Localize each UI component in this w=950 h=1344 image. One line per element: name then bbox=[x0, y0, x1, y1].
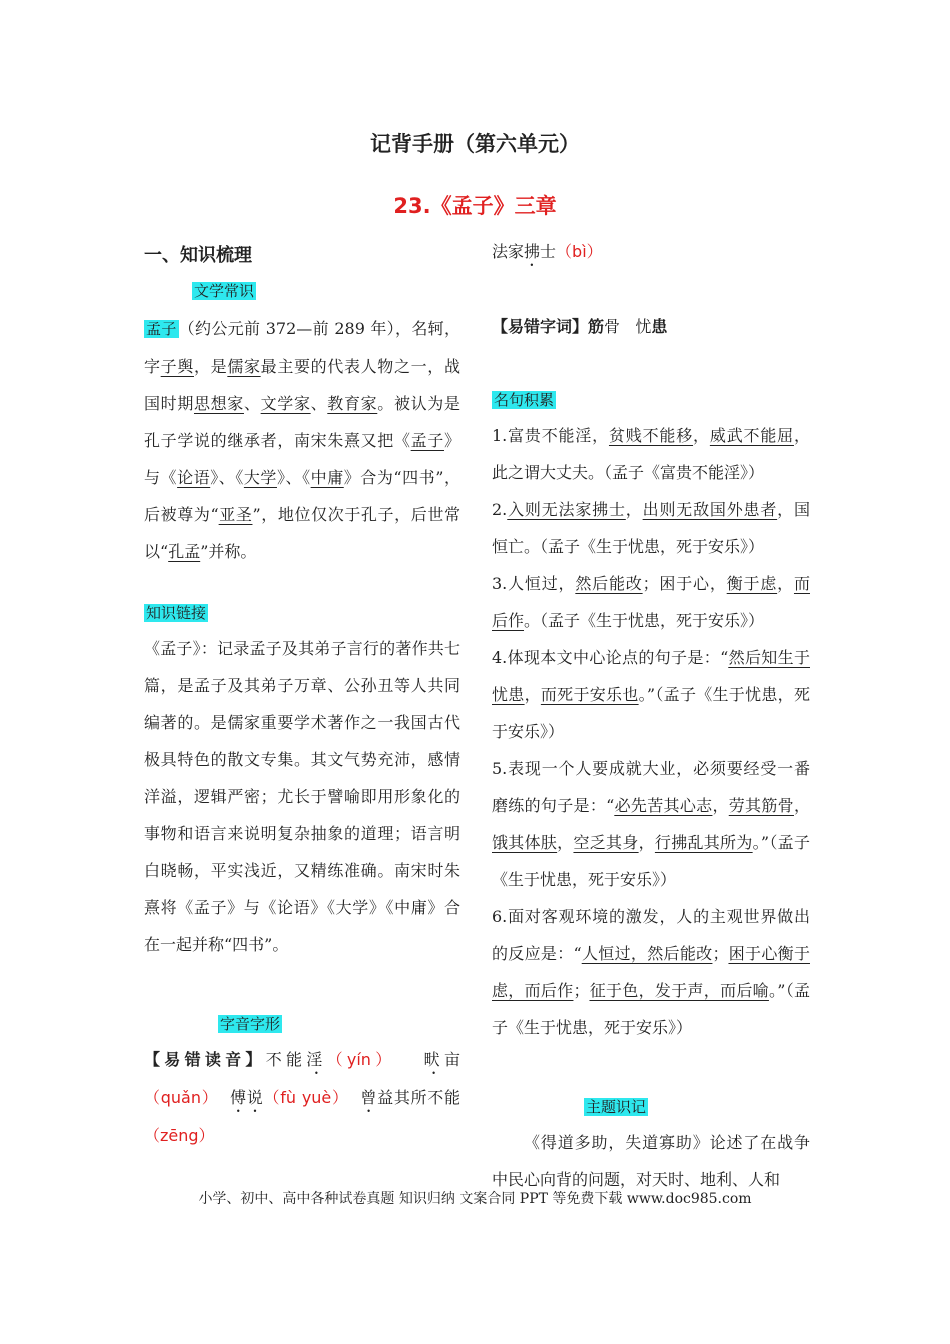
page-title: 记背手册（第六单元） bbox=[370, 132, 580, 156]
quotes-label-row bbox=[492, 383, 810, 417]
knowledge-link-label: 知识链接 bbox=[146, 604, 207, 622]
pronunciation-label: 字音字形 bbox=[220, 1015, 281, 1033]
quote-1: 1.富贵不能淫，贫贱不能移，威武不能屈，此之谓大丈夫。（孟子《富贵不能淫》） bbox=[492, 426, 810, 482]
quote-6: 6.面对客观环境的激发，人的主观世界做出的反应是：“人恒过，然后能改；困于心衡于虑，而后作；征于色，发于声，而后喻。”（孟子《生于忧患，死于安乐》） bbox=[492, 907, 810, 1037]
lesson-title: 23.《孟子》三章 bbox=[393, 194, 557, 218]
theme-label: 主题识记 bbox=[586, 1098, 647, 1116]
knowledge-link-text: 《孟子》：记录孟子及其弟子言行的著作共七篇，是孟子及其弟子万章、公孙丑等人共同编著的。是儒家重要学术著作之一我国古代极具特色的散文专集。其文气势充沛，感情洋溢，逻辑严密；尤长于譬喻即用形象化的事物和语言来说明复杂抽象的道理；语言明白晓畅，平实浅近，又精练准确。南宋时朱熹将《孟子》与《论语》《大学》《中庸》合在一起并称“四书”。 bbox=[144, 639, 460, 954]
wrong-words-tag: 【易错字词】 bbox=[492, 317, 589, 336]
section-heading: 一、知识梳理 bbox=[144, 245, 252, 266]
quote-4: 4.体现本文中心论点的句子是：“然后知生于忧患，而死于安乐也。”（孟子《生于忧患，死于安乐》） bbox=[492, 648, 810, 741]
pronunciation-tag: 【易错读音】 bbox=[144, 1050, 266, 1069]
wrong-words: 【易错字词】筋骨 忧患 bbox=[492, 317, 668, 336]
quote-5: 5.表现一个人要成就大业，必须要经受一番磨练的句子是：“必先苦其心志，劳其筋骨，饿其体肤，空乏其身，行拂乱其所为。”（孟子《生于忧患，死于安乐》） bbox=[492, 759, 810, 889]
knowledge-link-label-row bbox=[144, 596, 460, 630]
pronunciation-continued: 法家拂士（bì） bbox=[492, 242, 603, 261]
literary-knowledge-text: 孟子 （约公元前 372—前 289 年），名轲，字子舆，是儒家最主要的代表人物之一，战国时期思想家、文学家、教育家。被认为是孔子学说的继承者，南宋朱熹又把《孟子》与《论语》、《大学》、《中庸》合为“四书”，后被尊为“亚圣”，地位仅次于孔子，后世常以“孔孟”并称。 bbox=[144, 319, 460, 561]
pronunciation-label-row bbox=[144, 1007, 460, 1041]
left-column bbox=[144, 238, 460, 1155]
right-column bbox=[492, 233, 810, 1198]
quotes-label: 名句积累 bbox=[494, 391, 555, 409]
theme-text: 《得道多助，失道寡助》论述了在战争中民心向背的问题，对天时、地利、人和 bbox=[492, 1133, 810, 1189]
pronunciation-text: 【易错读音】不能淫（yín） 畎亩（quǎn） 傅说（fù yuè） 曾益其所不能（zēng） bbox=[144, 1050, 460, 1145]
literary-knowledge-label: 文学常识 bbox=[194, 282, 255, 300]
term-mengzi: 孟子 bbox=[146, 320, 177, 338]
footer-text: 小学、初中、高中各种试卷真题 知识归纳 文案合同 PPT 等免费下载 www.doc985.com bbox=[198, 1191, 752, 1207]
literary-knowledge-label-row bbox=[144, 274, 460, 308]
theme-label-row bbox=[492, 1090, 810, 1124]
quote-2: 2.入则无法家拂士，出则无敌国外患者，国恒亡。（孟子《生于忧患，死于安乐》） bbox=[492, 500, 810, 556]
quote-3: 3.人恒过，然后能改；困于心，衡于虑，而后作。（孟子《生于忧患，死于安乐》） bbox=[492, 574, 810, 630]
